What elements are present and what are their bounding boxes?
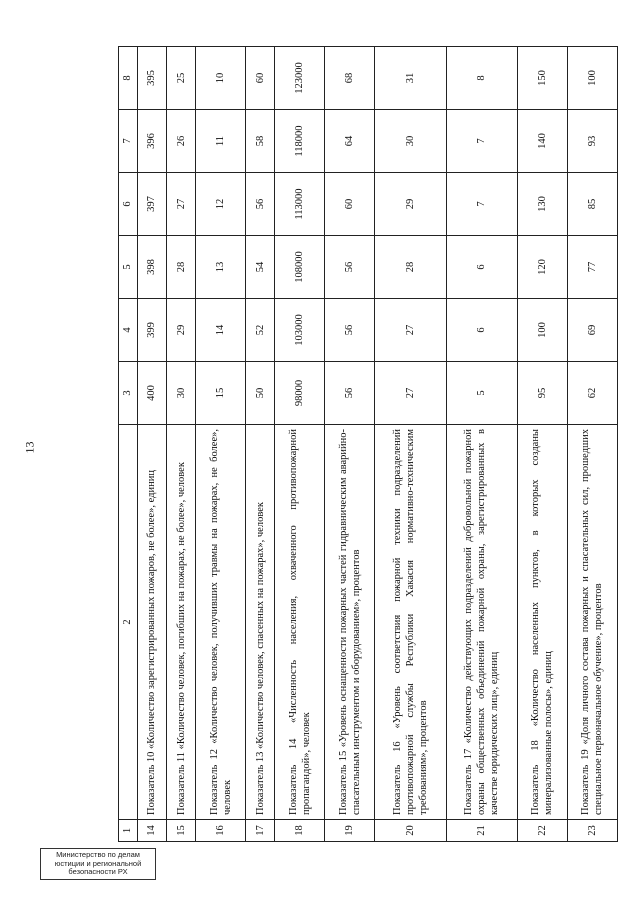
value-cell: 7 [446,173,517,236]
row-number: 23 [567,820,617,842]
value-cell: 27 [375,299,446,362]
value-cell: 399 [138,299,167,362]
header-cell: 7 [119,110,138,173]
table-row [325,47,375,842]
value-cell: 400 [138,362,167,425]
table-header-row [119,47,138,842]
header-cell: 3 [119,362,138,425]
value-cell: 95 [517,362,567,425]
value-cell: 25 [167,47,196,110]
value-cell: 150 [517,47,567,110]
indicators-table [118,46,618,842]
header-cell: 8 [119,47,138,110]
stamp-line: безопасности РХ [68,867,128,877]
value-cell: 50 [246,362,275,425]
row-number: 17 [246,820,275,842]
value-cell: 98000 [275,362,325,425]
indicator-text: Показатель 12 «Количество человек, получивших травмы на пожарах, не более», человек [196,425,246,820]
table-row [446,47,517,842]
value-cell: 11 [196,110,246,173]
header-cell: 1 [119,820,138,842]
value-cell: 6 [446,299,517,362]
value-cell: 27 [375,362,446,425]
table-row [246,47,275,842]
value-cell: 397 [138,173,167,236]
value-cell: 30 [375,110,446,173]
value-cell: 62 [567,362,617,425]
row-number: 14 [138,820,167,842]
table-row [138,47,167,842]
table-row [196,47,246,842]
indicator-text: Показатель 11 «Количество человек, погибших на пожарах, не более», человек [167,425,196,820]
value-cell: 28 [375,236,446,299]
value-cell: 5 [446,362,517,425]
row-number: 20 [375,820,446,842]
value-cell: 56 [325,299,375,362]
stamp-line: юстиции и региональной [54,858,142,868]
value-cell: 13 [196,236,246,299]
indicator-text: Показатель 10 «Количество зарегистрированных пожаров, не более», единиц [138,425,167,820]
page-number: 13 [22,441,37,454]
value-cell: 118000 [275,110,325,173]
row-number: 16 [196,820,246,842]
value-cell: 29 [375,173,446,236]
value-cell: 27 [167,173,196,236]
indicator-text: Показатель 15 «Уровень оснащенности пожарных частей гидравническим аварийно-спасательным инструментом и оборудованием», процентов [325,425,375,820]
value-cell: 130 [517,173,567,236]
value-cell: 28 [167,236,196,299]
row-number: 19 [325,820,375,842]
header-cell: 6 [119,173,138,236]
row-number: 15 [167,820,196,842]
value-cell: 56 [325,362,375,425]
value-cell: 93 [567,110,617,173]
value-cell: 6 [446,236,517,299]
value-cell: 30 [167,362,196,425]
value-cell: 140 [517,110,567,173]
value-cell: 15 [196,362,246,425]
value-cell: 31 [375,47,446,110]
row-number: 22 [517,820,567,842]
table-row [375,47,446,842]
indicator-text: Показатель 14 «Численность населения, охваченного противопожарной пропагандой», человек [275,425,325,820]
value-cell: 64 [325,110,375,173]
header-cell: 5 [119,236,138,299]
indicator-text: Показатель 18 «Количество населенных пунктов, в которых созданы минерализованные полосы», единиц [517,425,567,820]
table-row [517,47,567,842]
value-cell: 123000 [275,47,325,110]
table-row [167,47,196,842]
value-cell: 29 [167,299,196,362]
indicator-text: Показатель 19 «Доля личного состава пожарных и спасательных сил, прошедших специальное первоначальное обучение», процентов [567,425,617,820]
value-cell: 54 [246,236,275,299]
value-cell: 396 [138,110,167,173]
value-cell: 100 [517,299,567,362]
table-wrapper [118,47,618,842]
value-cell: 60 [246,47,275,110]
indicator-text: Показатель 16 «Уровень соответствия пожарной техники подразделений противопожарной службы Республики Хакасия нормативно-техническим требованиям», процентов [375,425,446,820]
ministry-stamp [40,848,156,880]
value-cell: 56 [325,236,375,299]
value-cell: 10 [196,47,246,110]
header-cell: 4 [119,299,138,362]
value-cell: 103000 [275,299,325,362]
value-cell: 113000 [275,173,325,236]
header-cell: 2 [119,425,138,820]
value-cell: 7 [446,110,517,173]
value-cell: 85 [567,173,617,236]
rotated-table-container [118,47,618,842]
value-cell: 60 [325,173,375,236]
value-cell: 398 [138,236,167,299]
value-cell: 395 [138,47,167,110]
value-cell: 120 [517,236,567,299]
row-number: 18 [275,820,325,842]
value-cell: 108000 [275,236,325,299]
value-cell: 12 [196,173,246,236]
value-cell: 26 [167,110,196,173]
indicator-text: Показатель 17 «Количество действующих подразделений добровольной пожарной охраны общественных объединений пожарной охраны, зарегистрированных в качестве юридических лиц», единиц [446,425,517,820]
value-cell: 77 [567,236,617,299]
value-cell: 58 [246,110,275,173]
stamp-line: Министерство по делам [56,850,140,859]
row-number: 21 [446,820,517,842]
value-cell: 52 [246,299,275,362]
value-cell: 68 [325,47,375,110]
value-cell: 8 [446,47,517,110]
value-cell: 56 [246,173,275,236]
value-cell: 100 [567,47,617,110]
table-row [567,47,617,842]
table-row [275,47,325,842]
value-cell: 14 [196,299,246,362]
indicator-text: Показатель 13 «Количество человек, спасенных на пожарах», человек [246,425,275,820]
value-cell: 69 [567,299,617,362]
